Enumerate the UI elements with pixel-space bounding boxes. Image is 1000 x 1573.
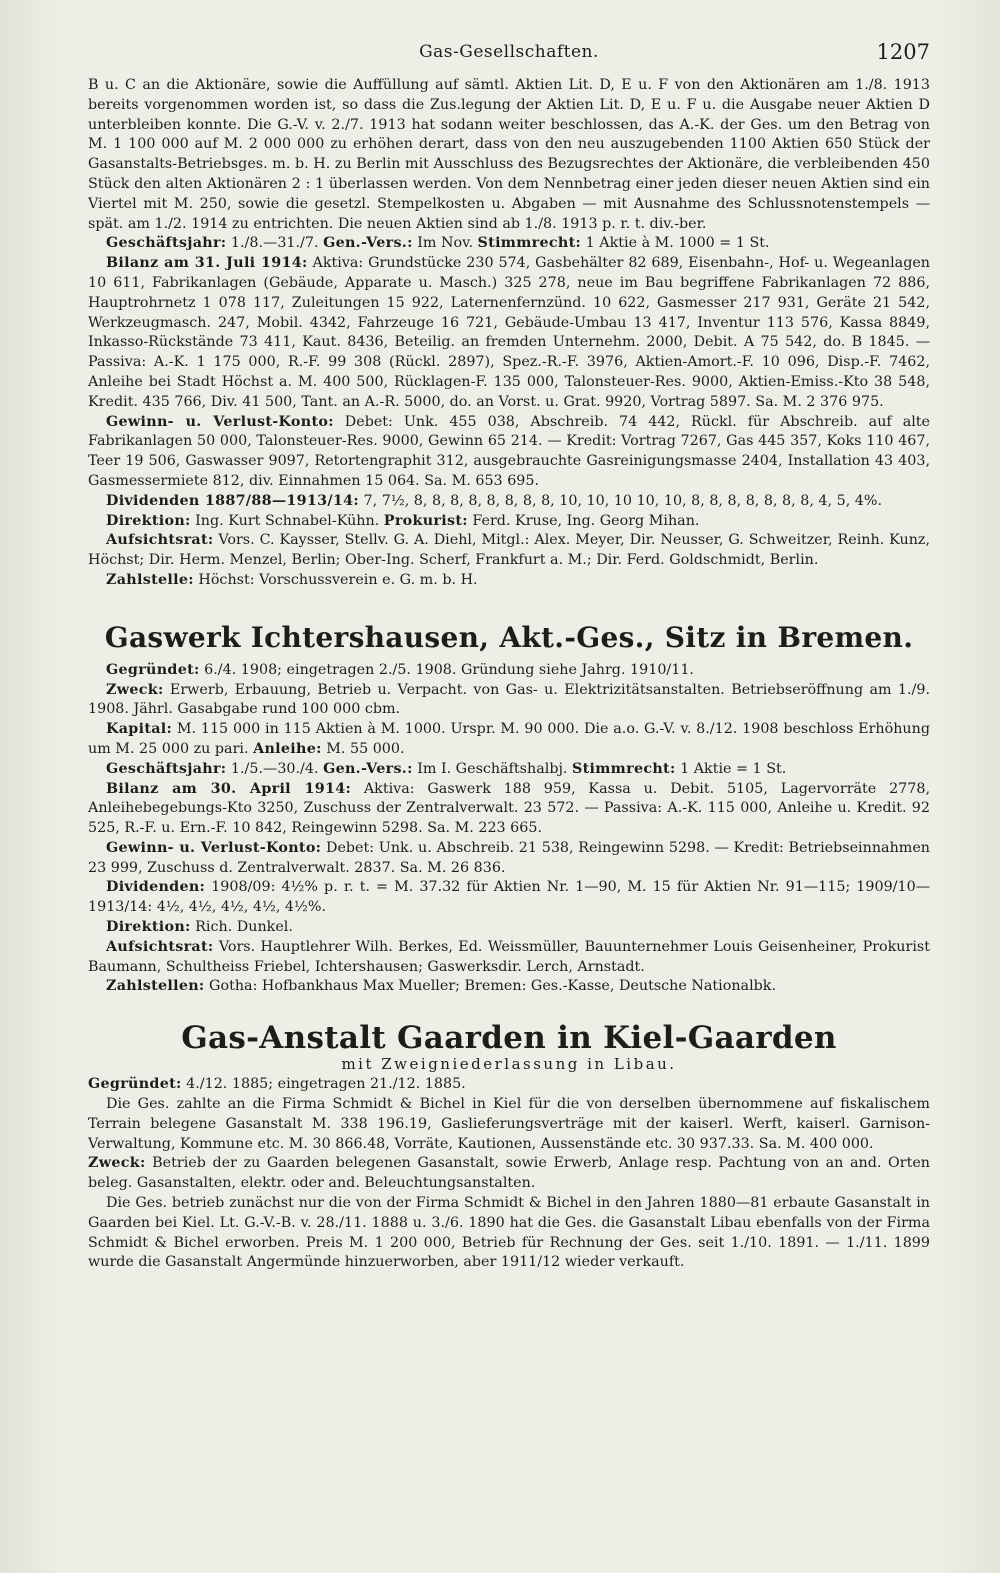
fiscal-year-text: 1./8.—31./7. — [226, 235, 324, 252]
paying-agents-text: Gotha: Hofbankhaus Max Mueller; Bremen: Ges.-Kasse, Deutsche Nationalbk. — [204, 978, 777, 995]
capital-label: Kapital: — [106, 721, 173, 738]
history-continued-paragraph — [88, 1194, 930, 1273]
fiscal-year-line — [88, 760, 930, 780]
founded-line — [88, 1075, 930, 1095]
voting-text: 1 Aktie à M. 1000 = 1 St. — [581, 235, 770, 252]
founded-line — [88, 661, 930, 681]
fiscal-year-label: Geschäftsjahr: — [106, 760, 227, 777]
purpose-label: Zweck: — [106, 681, 164, 698]
procurator-text: Ferd. Kruse, Ing. Georg Mihan. — [467, 512, 700, 529]
purpose-text: Erwerb, Erbauung, Betrieb u. Verpacht. von Gas- u. Elektrizitätsanstalten. Betriebseröffnung am 1./9. 1908. Jährl. Gasabgabe rund 100 000 cbm. — [88, 681, 930, 718]
management-label: Direktion: — [106, 512, 191, 529]
supervisory-board-paragraph — [88, 938, 930, 978]
management-label: Direktion: — [106, 919, 191, 936]
balance-label: Bilanz am 31. Juli 1914: — [106, 255, 308, 272]
dividends-paragraph — [88, 878, 930, 918]
voting-label: Stimmrecht: — [572, 760, 676, 777]
profit-loss-text: Debet: Unk. u. Abschreib. 21 538, Reingewinn 5298. — Kredit: Betriebseinnahmen 23 999, Zuschuss d. Zentralverwalt. 2837. Sa. M. 26 836. — [88, 839, 931, 876]
intro-text: B u. C an die Aktionäre, sowie die Auffüllung auf sämtl. Aktien Lit. D, E u. F von den Aktionären am 1./8. 1913 bereits vorgenommen worden ist, so dass die Zus.legung der Aktien Lit. D, E u. F u. die Ausgabe neuer Aktien D unterbleiben konnte. Die G.-V. v. 2./7. 1913 hat sodann weiter beschlossen, das A.-K. der Ges. um den Betrag von M. 1 100 000 auf M. 2 000 000 zu erhöhen derart, dass von den neu auszugebenden 1100 Aktien 650 Stück der Gasanstalts-Betriebsges. m. b. H. zu Berlin mit Ausschluss des Bezugsrechtes der Aktionäre, die verbleibenden 450 Stück den alten Aktionären 2 : 1 überlassen werden. Von dem Nennbetrag einer jeden dieser neuen Aktien sind ein Viertel mit M. 250, sowie die gesetzl. Stempelkosten u. Abgaben — mit Ausnahme des Schlussnotenstempels — spät. am 1./2. 1914 zu entrichten. Die neuen Aktien sind ab 1./8. 1913 p. r. t. div.-ber. — [88, 77, 930, 232]
balance-paragraph — [88, 780, 930, 839]
company-title-gaarden: Gas-Anstalt Gaarden in Kiel-Gaarden — [181, 1020, 837, 1057]
dividends-text: 7, 7½, 8, 8, 8, 8, 8, 8, 8, 8, 10, 10, 10 10, 10, 8, 8, 8, 8, 8, 8, 8, 4, 5, 4%. — [359, 492, 883, 509]
paying-agent-text: Höchst: Vorschussverein e. G. m. b. H. — [193, 571, 478, 588]
dividends-label: Dividenden 1887/88—1913/14: — [106, 492, 360, 509]
founded-text: 4./12. 1885; eingetragen 21./12. 1885. — [181, 1076, 466, 1093]
founded-label: Gegründet: — [88, 1076, 182, 1093]
intro-paragraph — [88, 76, 930, 234]
management-text: Ing. Kurt Schnabel-Kühn. — [190, 512, 384, 529]
company-subtitle-gaarden: mit Zweigniederlassung in Libau. — [341, 1055, 677, 1074]
paying-agent-label: Zahlstelle: — [106, 571, 194, 588]
capital-paragraph — [88, 720, 930, 760]
running-header — [88, 36, 930, 76]
voting-label: Stimmrecht: — [477, 235, 582, 252]
profit-loss-text: Debet: Unk. 455 038, Abschreib. 74 442, Rückl. für Abschreib. auf alte Fabrikanlagen 50 000, Talonsteuer-Res. 9000, Gewinn 65 214. — Kredit: Vortrag 7267, Gas 445 357, Koks 110 467, Teer 19 506, Gaswasser 9097, Retortengraphit 312, ausgebrauchte Gasreinigungsmasse 2404, Installation 43 403, Gasmessermiete 812, div. Einnahmen 15 064. Sa. M. 653 695. — [88, 413, 931, 489]
supervisory-board-label: Aufsichtsrat: — [106, 938, 214, 955]
management-text: Rich. Dunkel. — [190, 919, 293, 936]
loan-text: M. 55 000. — [321, 740, 405, 757]
capital-text: M. 115 000 in 115 Aktien à M. 1000. Urspr. M. 90 000. Die a.o. G.-V. v. 8./12. 1908 beschloss Erhöhung um M. 25 000 zu pari. — [88, 721, 930, 757]
purpose-text: Betrieb der zu Gaarden belegenen Gasanstalt, sowie Erwerb, Anlage resp. Pachtung von an and. Orten beleg. Gasanstalten, elektr. oder and. Beleuchtungsanstalten. — [88, 1155, 930, 1192]
purpose-paragraph — [88, 1154, 930, 1194]
paying-agent-line — [88, 571, 930, 591]
balance-label: Bilanz am 30. April 1914: — [106, 780, 352, 797]
management-line — [88, 512, 930, 532]
agm-text: Im I. Geschäftshalbj. — [412, 760, 572, 777]
management-line — [88, 918, 930, 938]
paying-agents-line — [88, 977, 930, 997]
supervisory-board-text: Vors. C. Kaysser, Stellv. G. A. Diehl, Mitgl.: Alex. Meyer, Dir. Neusser, G. Schweitzer, Reinh. Kunz, Höchst; Dir. Herm. Menzel, Berlin; Ober-Ing. Scherf, Frankfurt a. M.; Dir. Ferd. Goldschmidt, Berlin. — [88, 532, 930, 569]
supervisory-board-label: Aufsichtsrat: — [106, 532, 214, 549]
profit-loss-paragraph — [88, 413, 930, 492]
dividends-label: Dividenden: — [106, 879, 206, 896]
agm-label: Gen.-Vers.: — [323, 760, 413, 777]
fiscal-year-label: Geschäftsjahr: — [106, 235, 227, 252]
agm-label: Gen.-Vers.: — [323, 235, 413, 252]
agm-text: Im Nov. — [412, 235, 478, 252]
paying-agents-label: Zahlstellen: — [106, 978, 205, 995]
running-title: Gas-Gesellschaften. — [419, 42, 599, 62]
profit-loss-label: Gewinn- u. Verlust-Konto: — [106, 839, 322, 856]
fiscal-year-line — [88, 234, 930, 254]
dividends-paragraph — [88, 492, 930, 512]
voting-text: 1 Aktie = 1 St. — [675, 760, 787, 777]
history-continued-text: Die Ges. betrieb zunächst nur die von der Firma Schmidt & Bichel in den Jahren 1880—81 erbaute Gasanstalt in Gaarden bei Kiel. Lt. G.-V.-B. v. 28./11. 1888 u. 3./6. 1890 hat die Ges. die Gasanstalt Libau ebenfalls von der Firma Schmidt & Bichel erworben. Preis M. 1 200 000, Betrieb für Rechnung der Ges. seit 1./10. 1891. — 1./11. 1899 wurde die Gasanstalt Angermünde hinzuerworben, aber 1911/12 wieder verkauft. — [88, 1195, 930, 1271]
company-title-ichtershausen: Gaswerk Ichtershausen, Akt.-Ges., Sitz in Bremen. — [104, 620, 914, 654]
history-text: Die Ges. zahlte an die Firma Schmidt & Bichel in Kiel für die von derselben übernommene auf fiskalischem Terrain belegene Gasanstalt M. 338 196.19, Gaslieferungsverträge mit der kaiserl. Werft, kaiserl. Garnison-Verwaltung, Kommune etc. M. 30 866.48, Vorräte, Kautionen, Aussenstände etc. 30 937.33. Sa. M. 400 000. — [88, 1096, 930, 1152]
balance-text: Aktiva: Gaswerk 188 959, Kassa u. Debit. 5105, Lagervorräte 2778, Anleihebegebungs-Kto 3250, Zuschuss der Zentralverwalt. 23 572. — Passiva: A.-K. 115 000, Anleihe u. Kredit. 92 525, R.-F. u. Ern.-F. 10 842, Reingewinn 5298. Sa. M. 223 665. — [88, 780, 930, 837]
profit-loss-label: Gewinn- u. Verlust-Konto: — [106, 413, 334, 430]
fiscal-year-text: 1./5.—30./4. — [226, 760, 324, 777]
balance-text: Aktiva: Grundstücke 230 574, Gasbehälter 82 689, Eisenbahn-, Hof- u. Wegeanlagen 10 611, Fabrikanlagen (Gebäude, Apparate u. Masch.) 325 278, neue im Bau begriffene Fabrikanlagen 72 886, Hauptrohrnetz 1 078 117, Zuleitungen 15 922, Laternenfernzünd. 10 622, Gasmesser 217 931, Geräte 21 542, Werkzeugmasch. 247, Mobil. 4342, Fahrzeuge 16 721, Gebäude-Umbau 13 417, Inventur 113 576, Kassa 8849, Inkasso-Rückstände 73 411, Kaut. 8436, Beteilig. an fremden Unternehm. 2000, Debit. A 75 542, do. B 1845. — Passiva: A.-K. 1 175 000, R.-F. 99 308 (Rückl. 2897), Spez.-R.-F. 3976, Aktien-Amort.-F. 10 096, Disp.-F. 7462, Anleihe bei Stadt Höchst a. M. 400 500, Rücklagen-F. 135 000, Talonsteuer-Res. 9000, Aktien-Emiss.-Kto 38 548, Kredit. 435 766, Div. 41 500, Tant. an A.-R. 5000, do. an Vorst. u. Grat. 9920, Vortrag 5897. Sa. M. 2 376 975. — [88, 255, 931, 410]
supervisory-board-paragraph — [88, 531, 930, 571]
purpose-label: Zweck: — [88, 1155, 146, 1172]
procurator-label: Prokurist: — [383, 512, 468, 529]
supervisory-board-text: Vors. Hauptlehrer Wilh. Berkes, Ed. Weissmüller, Bauunternehmer Louis Geisenheiner, Prokurist Baumann, Schultheiss Friebel, Ichtershausen; Gaswerksdir. Lerch, Arnstadt. — [88, 938, 930, 975]
balance-paragraph — [88, 254, 930, 412]
history-paragraph — [88, 1095, 930, 1154]
founded-label: Gegründet: — [106, 661, 200, 678]
page-number: 1207 — [876, 40, 930, 64]
dividends-text: 1908/09: 4½% p. r. t. = M. 37.32 für Aktien Nr. 1—90, M. 15 für Aktien Nr. 91—115; 1909/10—1913/14: 4½, 4½, 4½, 4½, 4½%. — [88, 879, 930, 916]
founded-text: 6./4. 1908; eingetragen 2./5. 1908. Gründung siehe Jahrg. 1910/11. — [199, 661, 694, 678]
purpose-paragraph — [88, 681, 930, 721]
loan-label: Anleihe: — [253, 740, 322, 757]
profit-loss-paragraph — [88, 839, 930, 879]
